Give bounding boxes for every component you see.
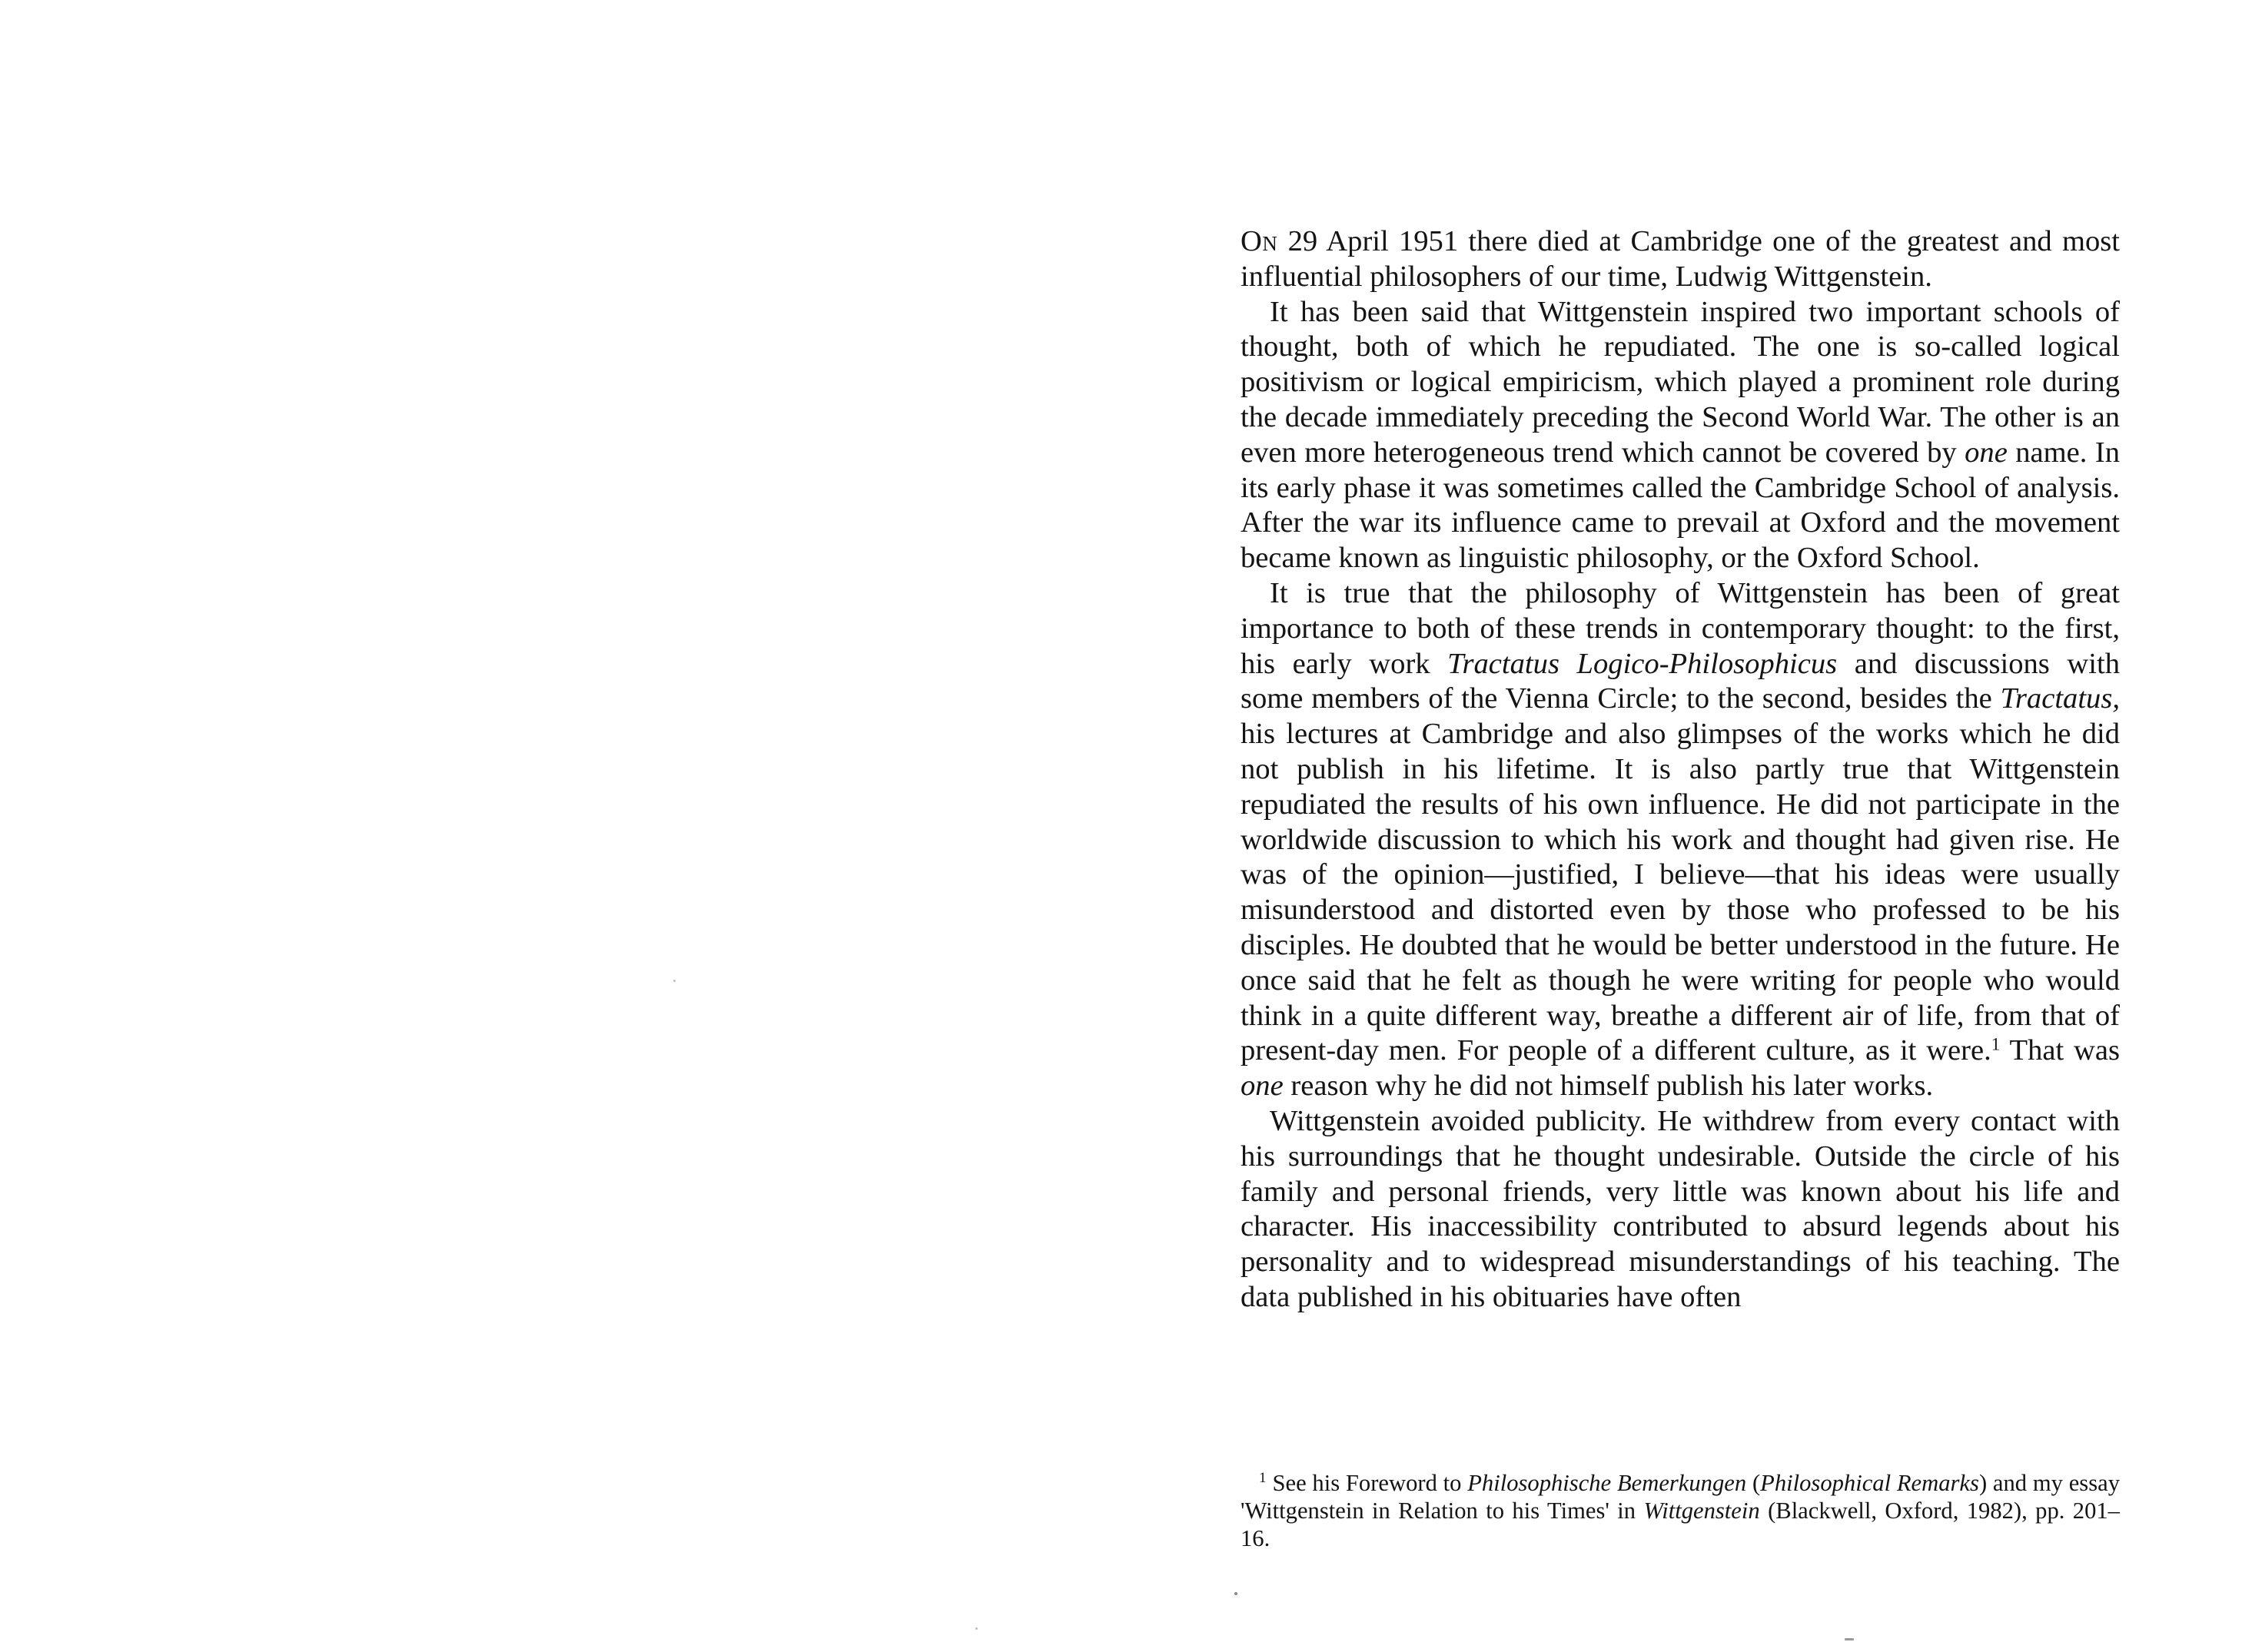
paragraph-4-text: Wittgenstein avoided publicity. He withdrew from every contact with his surroundings that he thought undesirable. Outside the circle of his family and personal friends, very little was known about his life and character. His inaccessibility contributed to absurd legends about his personality and to widespread misunderstandings of his teaching. The data published in his obituaries have often	[1241, 1104, 2120, 1313]
paragraph-2-text-b: name. In its early phase it was sometimes called the Cambridge School of analysis. After the war its influence came to prevail at Oxford and the movement became known as linguistic philosophy, or the Oxford School.	[1241, 436, 2120, 575]
opening-word: On	[1241, 225, 1278, 257]
title-tractatus-full: Tractatus Logico-Philosophicus	[1447, 647, 1838, 680]
paragraph-3-text-c: his lectures at Cambridge and also glimpses of the works which he did not publish in his lifetime. It is also partly true that Wittgenstein repudiated the results of his own influence. He did not participate in the worldwide discussion to which his work and thought had given rise. He was of the opinion—justified, I believe—that his ideas were usually misunderstood and distorted even by those who professed to be his disciples. He doubted that he would be better understood in the future. He once said that he felt as though he were writing for people who would think in a quite different way, breathe a different air of life, from that of present-day men. For people of a different culture, as it were.	[1241, 718, 2120, 1067]
footnote-mark: 1	[1259, 1469, 1267, 1486]
footnote-title-de: Philosophische Bemerkungen	[1467, 1470, 1747, 1496]
footnote	[1241, 1469, 2120, 1552]
footnote-text-c: ) and my essay 'Wittgenstein in Relation to his Times' in	[1241, 1470, 2120, 1524]
paragraph-1	[1241, 224, 2120, 295]
paragraph-3-text-a: It is true that the philosophy of Wittgenstein has been of great importance to both of these trends in contemporary thought: to the first, his early work	[1241, 576, 2120, 680]
footnote-text-a: See his Foreword to	[1272, 1470, 1462, 1496]
body-text	[1241, 224, 2120, 1315]
emphasis-one: one	[1965, 436, 2008, 469]
footnote-reference[interactable]: 1	[1991, 1034, 2001, 1055]
footnote-title-book: Wittgenstein	[1643, 1498, 1760, 1524]
footnote-paren-open: (	[1752, 1470, 1761, 1496]
paragraph-3-text-d: That was	[2009, 1034, 2120, 1067]
emphasis-one-2: one	[1241, 1070, 1284, 1103]
scan-speck	[673, 980, 676, 982]
footnote-text-d: (Blackwell, Oxford, 1982), pp. 201–16.	[1241, 1498, 2120, 1551]
paragraph-2	[1241, 295, 2120, 576]
paragraph-4	[1241, 1104, 2120, 1315]
paragraph-1-text: 29 April 1951 there died at Cambridge one of the greatest and most influential philosophers of our time, Ludwig Wittgenstein.	[1241, 225, 2120, 293]
footnote-title-en: Philosophical Remarks	[1760, 1470, 1979, 1496]
paragraph-3-text-b: and discussions with some members of the Vienna Circle; to the second, besides the	[1241, 647, 2120, 715]
footnote-1	[1241, 1469, 2120, 1552]
paragraph-2-text: It has been said that Wittgenstein inspired two important schools of thought, both of which he repudiated. The one is so-called logical positivism or logical empiricism, which played a prominent role during the decade immediately preceding the Second World War. The other is an even more heterogeneous trend which cannot be covered by	[1241, 295, 2120, 469]
scan-speck	[975, 1627, 978, 1630]
title-tractatus: Tractatus,	[2000, 682, 2120, 715]
scan-speck	[1234, 1592, 1237, 1595]
paragraph-3-text-e: reason why he did not himself publish his later works.	[1290, 1070, 1934, 1103]
scan-speck	[1845, 1638, 1854, 1640]
paragraph-3	[1241, 576, 2120, 1104]
